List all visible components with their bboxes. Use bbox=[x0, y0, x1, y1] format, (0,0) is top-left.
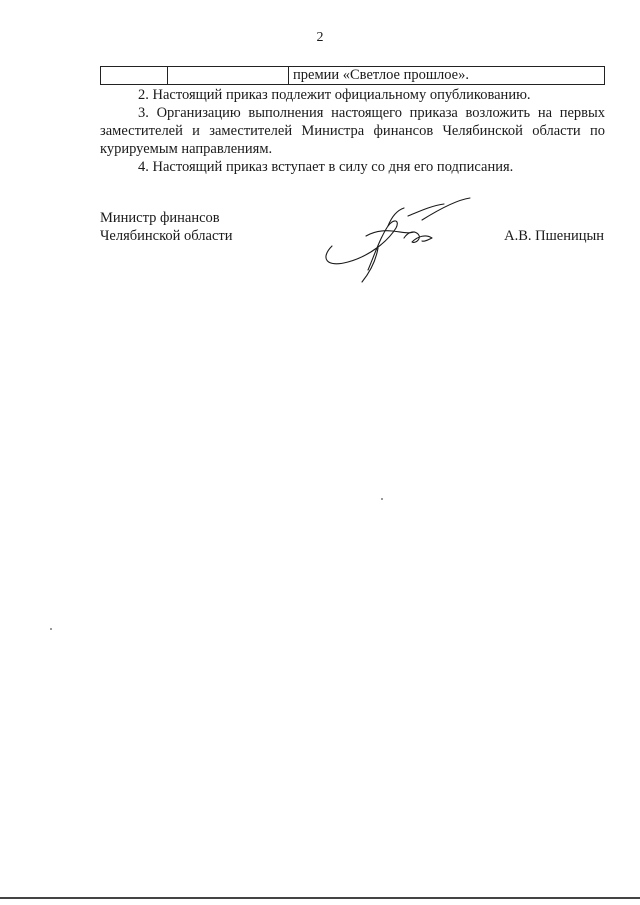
handwritten-signature bbox=[318, 186, 478, 286]
signatory-title-line-1: Министр финансов bbox=[100, 210, 220, 226]
signatory-title-line-2: Челябинской области bbox=[100, 228, 233, 244]
page-number: 2 bbox=[316, 30, 324, 45]
page-bottom-edge bbox=[0, 897, 640, 899]
table-cell-3: премии «Светлое прошлое». bbox=[289, 67, 605, 85]
scan-speck bbox=[381, 498, 383, 500]
paragraph-3: 3. Организацию выполнения настоящего приказа возложить на первых заместителей и заместителей Министра финансов Челябинской области по курируемым направлениям. bbox=[100, 105, 605, 157]
signatory-title bbox=[100, 209, 233, 245]
paragraph-2: 2. Настоящий приказ подлежит официальному опубликованию. bbox=[138, 87, 531, 103]
table-cell-2 bbox=[168, 67, 289, 85]
paragraph-4: 4. Настоящий приказ вступает в силу со дня его подписания. bbox=[138, 159, 514, 175]
scan-speck bbox=[50, 628, 52, 630]
order-body bbox=[100, 86, 605, 176]
table-cell-1 bbox=[101, 67, 168, 85]
signatory-name: А.В. Пшеницын bbox=[504, 228, 604, 244]
table-row bbox=[101, 67, 605, 85]
continued-table bbox=[100, 66, 605, 85]
